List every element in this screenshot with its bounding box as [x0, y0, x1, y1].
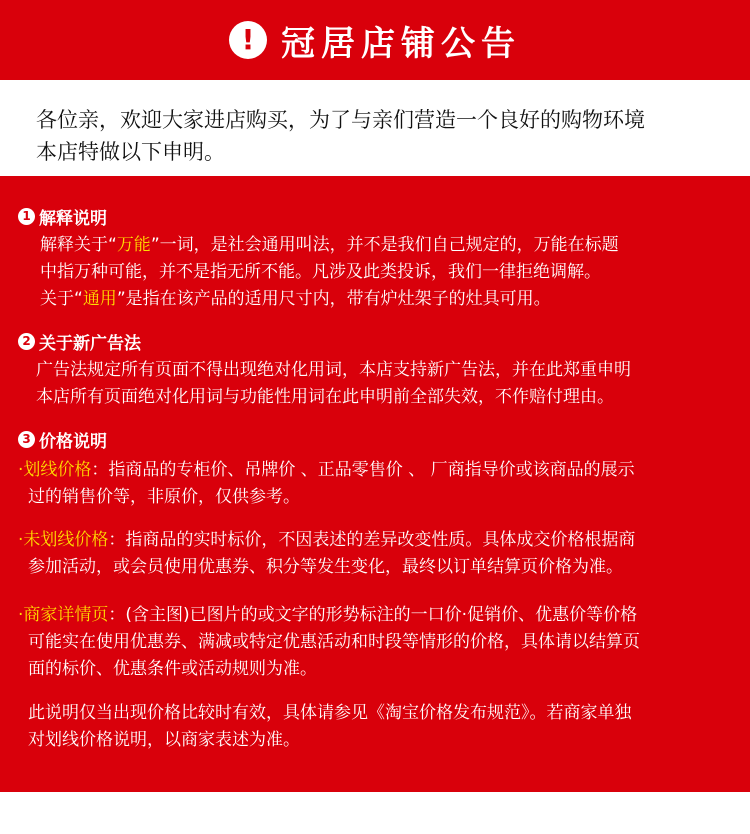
text-span: ：(含主图)已图片的或文字的形势标注的一口价·促销价、优惠价等价格 [108, 605, 638, 625]
section-heading [18, 329, 141, 354]
header-banner [0, 0, 750, 80]
section-title: 解释说明 [39, 209, 107, 229]
intro-text [36, 104, 716, 168]
text-line: 参加活动，或会员使用优惠券、积分等发生变化，最终以订单结算页价格为准。 [28, 557, 623, 577]
bullet-icon: · [18, 605, 24, 625]
section-title: 关于新广告法 [39, 334, 141, 354]
price-item [18, 457, 733, 511]
price-label: 未划线价格 [23, 530, 109, 550]
price-item [18, 602, 733, 683]
price-note [28, 700, 723, 754]
text-span: ”一词，是社会通用叫法，并不是我们自己规定的，万能在标题 [150, 235, 619, 255]
price-item [18, 527, 733, 581]
highlight-term: 万能 [116, 235, 151, 255]
text-line: 中指万种可能，并不是指无所不能。凡涉及此类投诉，我们一律拒绝调解。 [40, 262, 601, 282]
section-title: 价格说明 [39, 432, 107, 452]
text-span: ”是指在该产品的适用尺寸内，带有炉灶架子的灶具可用。 [116, 289, 551, 309]
text-line [40, 286, 735, 313]
section-heading [18, 427, 107, 452]
bullet-icon: · [18, 530, 24, 550]
text-span: 解释关于“ [40, 235, 117, 255]
price-label: 商家详情页 [23, 605, 109, 625]
text-line [18, 602, 733, 629]
intro-line: 本店特做以下申明。 [36, 140, 225, 164]
text-span: 关于“ [40, 289, 83, 309]
number-badge-icon: 2 [18, 333, 35, 350]
intro-line: 各位亲，欢迎大家进店购买，为了与亲们营造一个良好的购物环境 [36, 108, 645, 132]
number-badge-icon: 1 [18, 208, 35, 225]
content-panel [0, 176, 750, 792]
price-label: 划线价格 [23, 460, 92, 480]
text-span: ：指商品的专柜价、吊牌价 、正品零售价 、 厂商指导价或该商品的展示 [91, 460, 635, 480]
text-span: ：指商品的实时标价，不因表述的差异改变性质。具体成交价格根据商 [108, 530, 636, 550]
text-line: 此说明仅当出现价格比较时有效，具体请参见《淘宝价格发布规范》。若商家单独 [28, 703, 632, 723]
text-line [18, 457, 733, 484]
bullet-icon: · [18, 460, 24, 480]
section-1-body [40, 232, 735, 313]
exclamation-icon: ! [229, 21, 267, 59]
text-line: 过的销售价等，非原价，仅供参考。 [28, 487, 300, 507]
number-badge-icon: 3 [18, 431, 35, 448]
intro-section [0, 80, 750, 176]
text-line [18, 527, 733, 554]
text-line: 可能实在使用优惠券、满减或特定优惠活动和时段等情形的价格，具体请以结算页 [28, 632, 640, 652]
bottom-margin [0, 792, 750, 834]
section-heading [18, 204, 107, 229]
text-line: 对划线价格说明，以商家表述为准。 [28, 730, 300, 750]
highlight-term: 通用 [82, 289, 117, 309]
text-line: 本店所有页面绝对化用词与功能性用词在此申明前全部失效，不作赔付理由。 [36, 387, 614, 407]
page-title: 冠居店铺公告 [281, 23, 521, 64]
section-2-body [36, 357, 731, 411]
text-line [40, 232, 735, 259]
text-line: 广告法规定所有页面不得出现绝对化用词，本店支持新广告法，并在此郑重申明 [36, 360, 631, 380]
text-line: 面的标价、优惠条件或活动规则为准。 [28, 659, 317, 679]
